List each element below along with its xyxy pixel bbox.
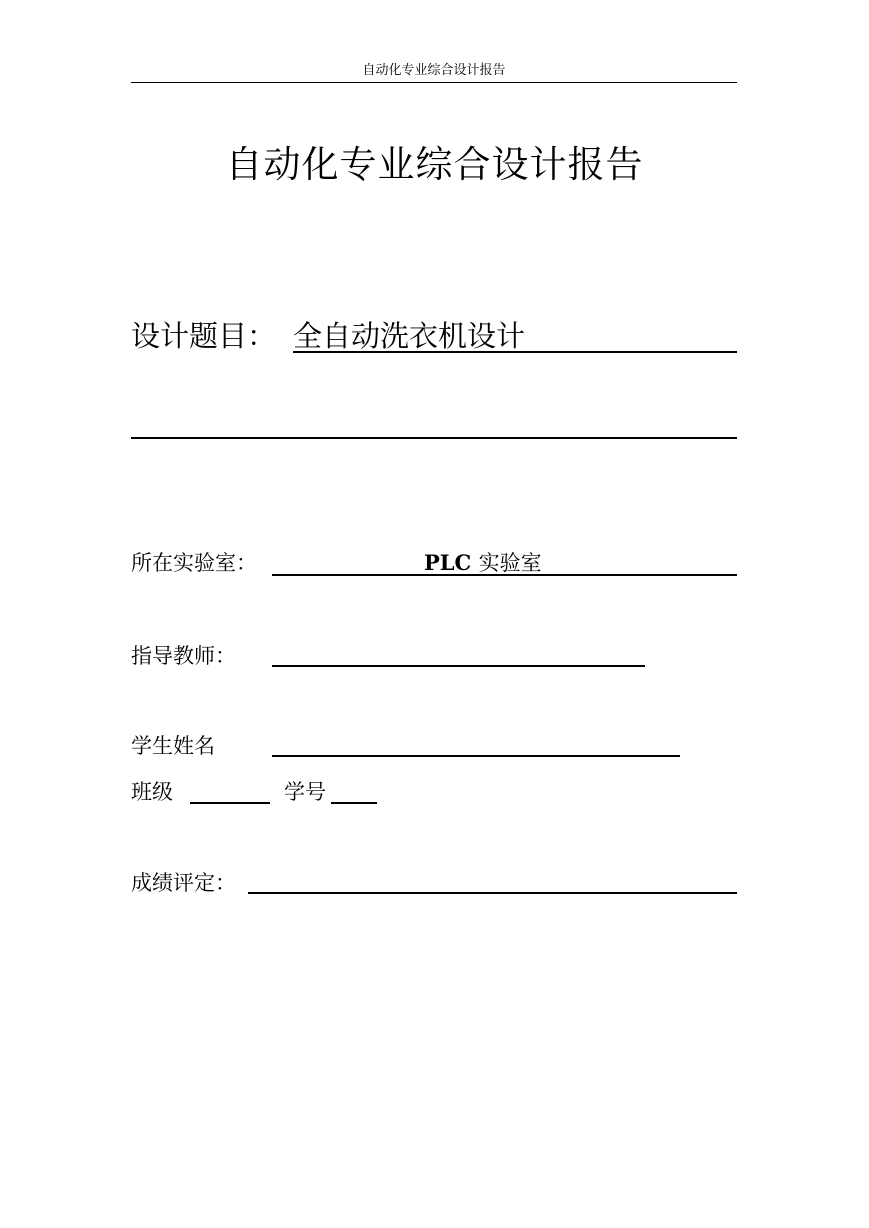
lab-value-latin: PLC bbox=[424, 550, 472, 575]
student-id-label: 学号 bbox=[284, 780, 326, 804]
advisor-underline bbox=[272, 665, 645, 667]
header-rule bbox=[131, 82, 737, 83]
class-label: 班级 bbox=[131, 780, 173, 804]
topic-continuation-line bbox=[131, 437, 737, 439]
lab-label: 所在实验室： bbox=[131, 551, 257, 575]
grade-label: 成绩评定： bbox=[131, 871, 236, 895]
advisor-label: 指导教师： bbox=[131, 644, 236, 668]
student-id-underline bbox=[331, 802, 377, 804]
running-header: 自动化专业综合设计报告 bbox=[362, 63, 506, 78]
student-name-label: 学生姓名 bbox=[131, 734, 215, 758]
lab-value-cjk: 实验室 bbox=[478, 551, 542, 575]
lab-value bbox=[424, 549, 542, 577]
topic-underline bbox=[293, 351, 737, 353]
topic-label: 设计题目： bbox=[131, 319, 277, 353]
class-underline bbox=[190, 802, 270, 804]
document-title: 自动化专业综合设计报告 bbox=[225, 143, 644, 186]
grade-underline bbox=[248, 892, 737, 894]
topic-value: 全自动洗衣机设计 bbox=[293, 319, 526, 353]
student-name-underline bbox=[272, 755, 680, 757]
